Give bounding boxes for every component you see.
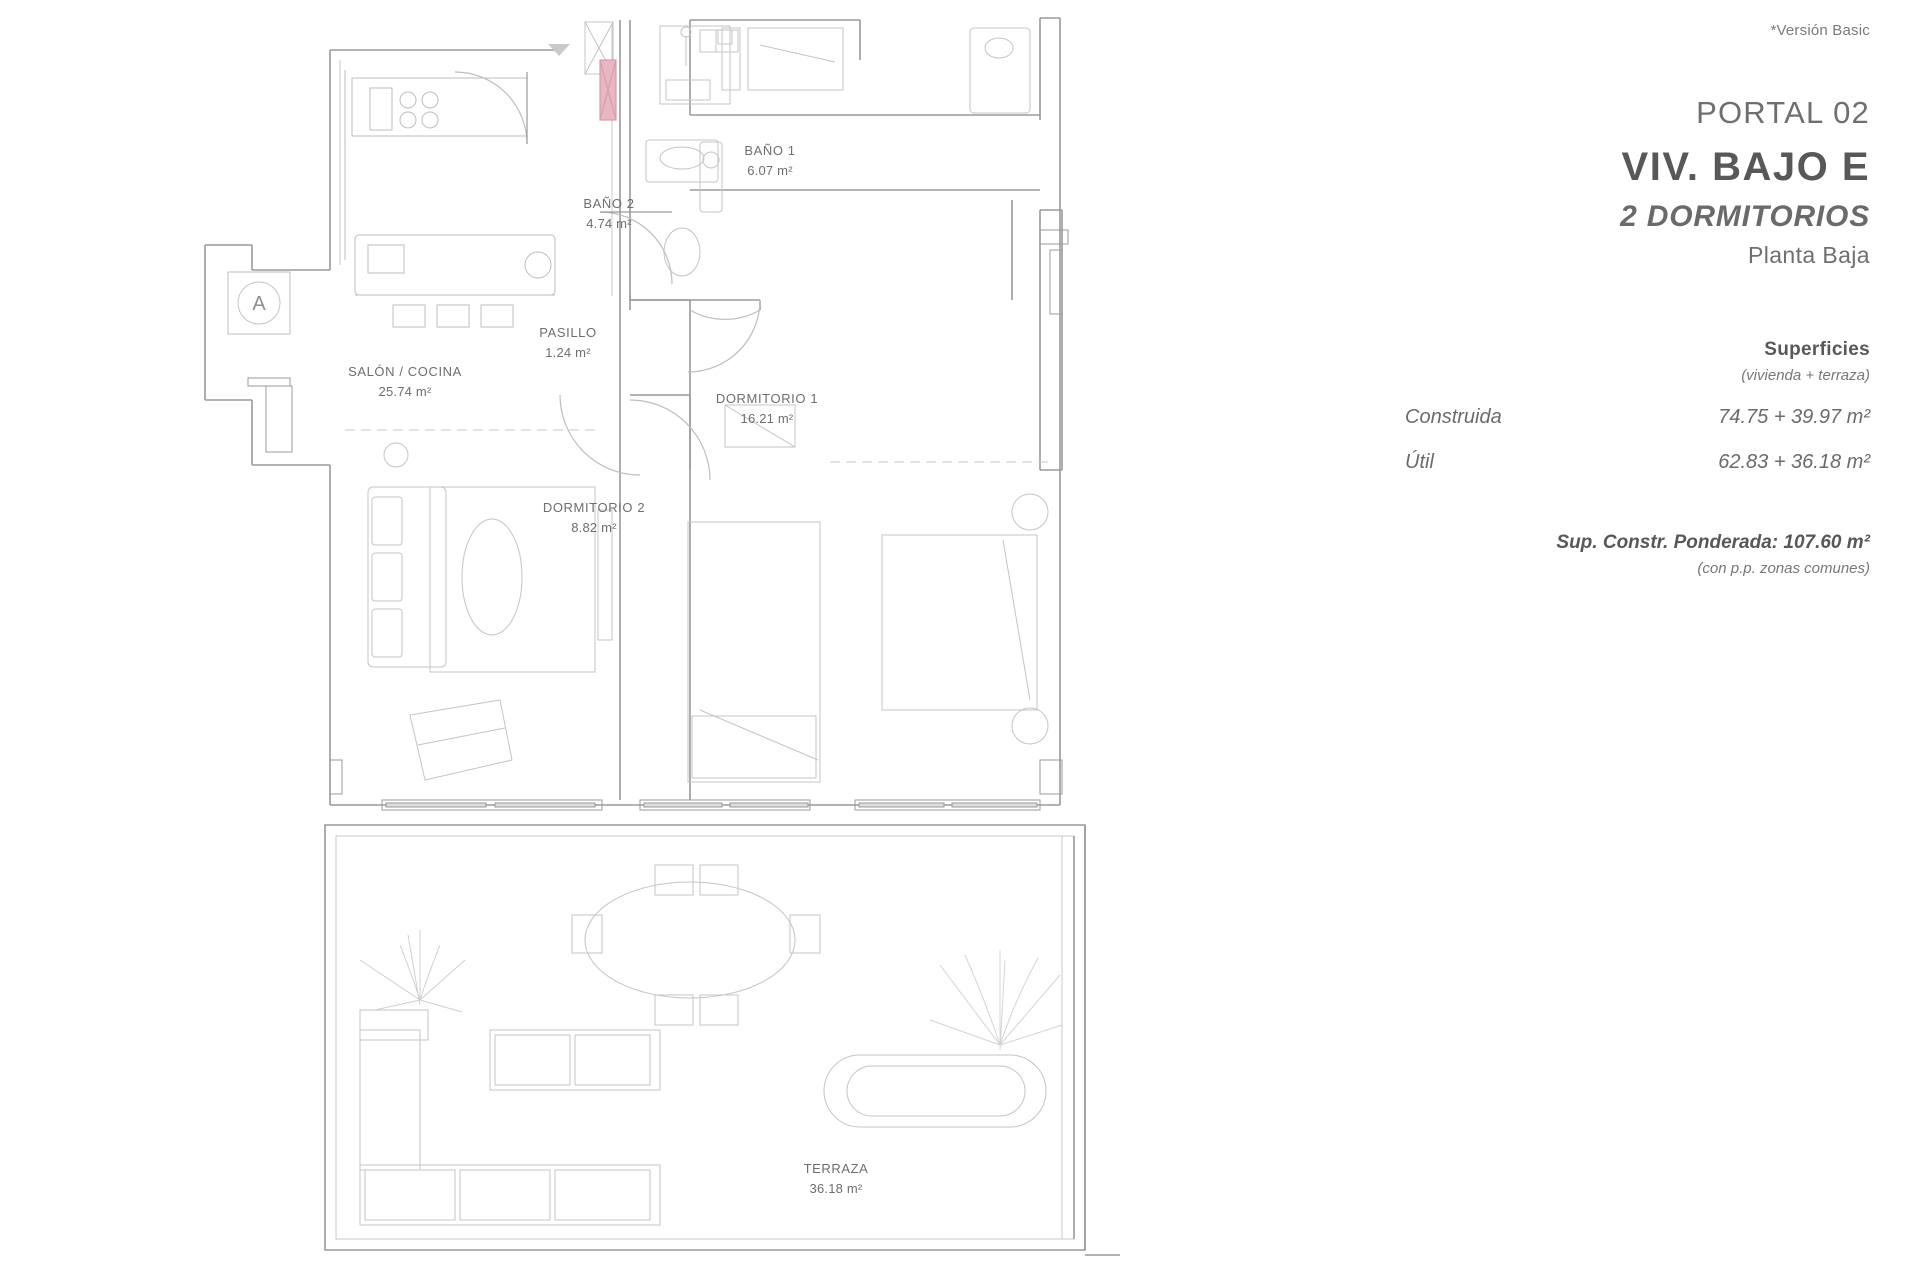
room-name: SALÓN / COCINA bbox=[348, 364, 462, 379]
surfaces-subtitle: (vivienda + terraza) bbox=[1741, 367, 1870, 384]
room-area: 25.74 m² bbox=[378, 384, 432, 399]
surface-label: Construida bbox=[1405, 406, 1502, 428]
info-panel bbox=[1350, 22, 1870, 577]
ponderada-line: Sup. Constr. Ponderada: 107.60 m² bbox=[1556, 532, 1870, 553]
room-area: 16.21 m² bbox=[740, 411, 794, 426]
room-name: TERRAZA bbox=[803, 1161, 869, 1176]
sliding-doors bbox=[382, 800, 1040, 810]
bedroom1-furniture bbox=[830, 462, 1050, 744]
room-area: 36.18 m² bbox=[809, 1181, 863, 1196]
room-name: PASILLO bbox=[539, 325, 597, 340]
room-area: 6.07 m² bbox=[747, 163, 793, 178]
surface-value: 74.75 + 39.97 m² bbox=[1718, 406, 1870, 428]
room-name: BAÑO 1 bbox=[744, 143, 796, 158]
ponderada-block bbox=[1350, 532, 1870, 577]
room-name: DORMITORIO 2 bbox=[542, 500, 646, 515]
floor-title: Planta Baja bbox=[1747, 242, 1870, 268]
terrace-furniture bbox=[360, 865, 1062, 1225]
room-labels bbox=[348, 143, 868, 1196]
room-area: 1.24 m² bbox=[545, 345, 591, 360]
door-arcs bbox=[455, 44, 760, 480]
living-furniture bbox=[345, 430, 612, 780]
ponderada-note: (con p.p. zonas comunes) bbox=[1697, 560, 1870, 577]
room-name: BAÑO 2 bbox=[583, 196, 635, 211]
unit-title: VIV. BAJO E bbox=[1621, 145, 1870, 189]
surface-row bbox=[1350, 406, 1870, 429]
windows bbox=[248, 230, 1068, 794]
north-marker bbox=[228, 272, 290, 334]
bedrooms-title: 2 DORMITORIOS bbox=[1620, 200, 1870, 233]
portal-label: PORTAL 02 bbox=[1696, 95, 1870, 130]
surface-value: 62.83 + 36.18 m² bbox=[1718, 451, 1870, 473]
kitchen-furniture bbox=[352, 78, 555, 327]
room-area: 4.74 m² bbox=[586, 216, 632, 231]
room-area: 8.82 m² bbox=[571, 520, 617, 535]
north-marker-letter: A bbox=[252, 293, 266, 315]
surfaces-block bbox=[1350, 339, 1870, 474]
surface-label: Útil bbox=[1405, 451, 1434, 473]
room-name: DORMITORIO 1 bbox=[715, 391, 819, 406]
surface-row bbox=[1350, 451, 1870, 474]
version-note: *Versión Basic bbox=[1770, 22, 1870, 39]
walls-outer bbox=[205, 18, 1070, 805]
surfaces-heading: Superficies bbox=[1764, 339, 1870, 360]
bathroom-fixtures bbox=[585, 22, 1030, 276]
